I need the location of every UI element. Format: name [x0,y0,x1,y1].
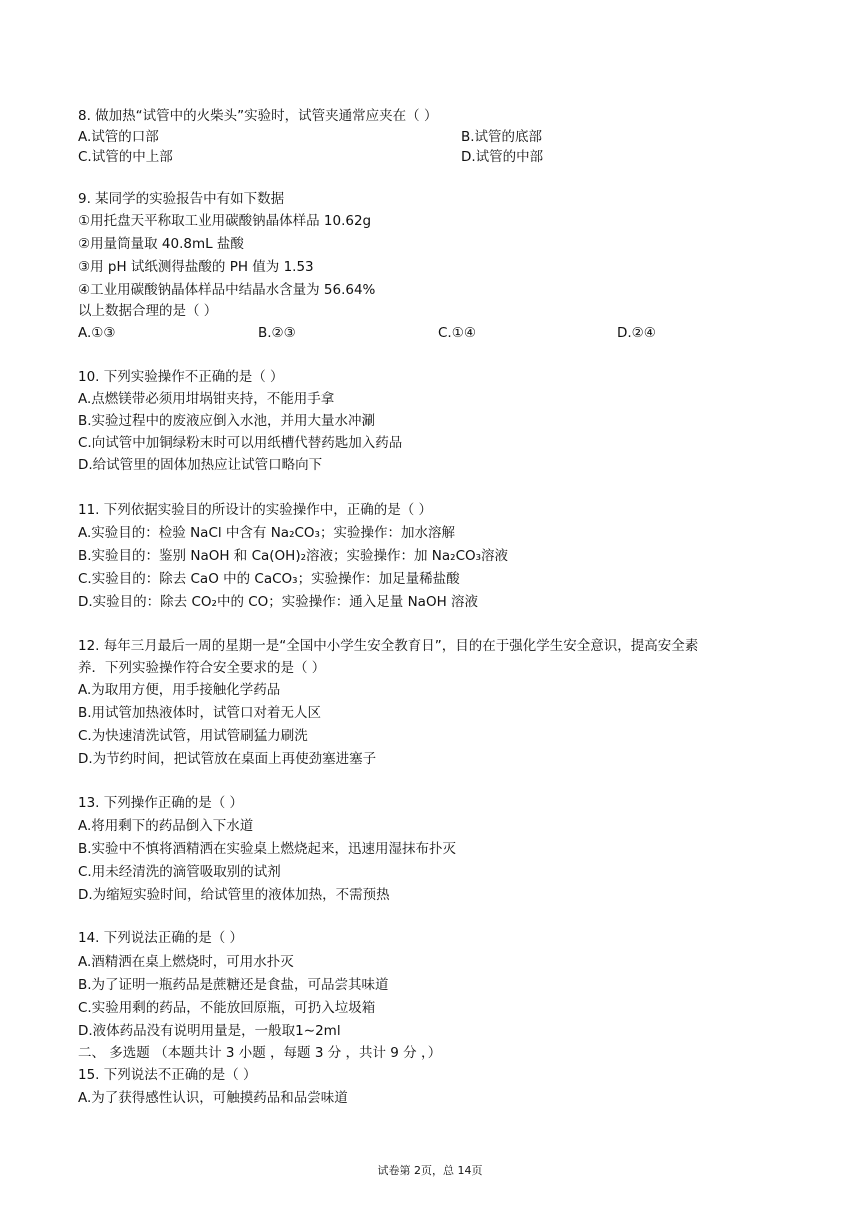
q11-option-d: D.实验目的：除去 CO₂中的 CO；实验操作：通入足量 NaOH 溶液 [78,594,479,610]
q9-item-3: ③用 pH 试纸测得盐酸的 PH 值为 1.53 [78,259,314,275]
q11-option-c: C.实验目的：除去 CaO 中的 CaCO₃；实验操作：加足量稀盐酸 [78,571,460,587]
q10-stem: 10. 下列实验操作不正确的是（ ） [78,369,284,385]
q9-item-2: ②用量筒量取 40.8mL 盐酸 [78,236,244,252]
q9-option-a: A.①③ [78,325,116,341]
q15-stem: 15. 下列说法不正确的是（ ） [78,1067,257,1083]
q14-option-d: D.液体药品没有说明用量是，一般取1∼2ml [78,1023,341,1039]
q12-stem-line2: 养．下列实验操作符合安全要求的是（ ） [78,660,326,676]
q9-prompt: 以上数据合理的是（ ） [78,303,218,319]
q9-option-d: D.②④ [617,325,656,341]
q14-stem: 14. 下列说法正确的是（ ） [78,930,244,946]
q11-option-b: B.实验目的：鉴别 NaOH 和 Ca(OH)₂溶液；实验操作：加 Na₂CO₃溶液 [78,548,509,564]
q14-option-a: A.酒精洒在桌上燃烧时，可用水扑灭 [78,954,294,970]
q8-stem: 8. 做加热“试管中的火柴头”实验时，试管夹通常应夹在（ ） [78,108,438,124]
q8-option-d: D.试管的中部 [461,149,544,165]
q12-option-c: C.为快速清洗试管，用试管刷猛力刷洗 [78,728,308,744]
q13-option-b: B.实验中不慎将酒精洒在实验桌上燃烧起来，迅速用湿抹布扑灭 [78,841,457,857]
q10-option-c: C.向试管中加铜绿粉末时可以用纸槽代替药匙加入药品 [78,435,403,451]
q8-option-a: A.试管的口部 [78,129,159,145]
page-footer: 试卷第 2页，总 14页 [377,1164,483,1177]
q12-option-b: B.用试管加热液体时，试管口对着无人区 [78,705,322,721]
q10-option-b: B.实验过程中的废液应倒入水池，并用大量水冲涮 [78,413,376,429]
q8-option-c: C.试管的中上部 [78,149,173,165]
q12-option-a: A.为取用方便，用手接触化学药品 [78,682,281,698]
section-heading-multiple-choice: 二、 多选题 （本题共计 3 小题 ，每题 3 分 ，共计 9 分 ，） [78,1045,442,1061]
q13-stem: 13. 下列操作正确的是（ ） [78,795,244,811]
q12-option-d: D.为节约时间，把试管放在桌面上再使劲塞进塞子 [78,751,377,767]
q9-stem: 9. 某同学的实验报告中有如下数据 [78,191,285,207]
q14-option-b: B.为了证明一瓶药品是蔗糖还是食盐，可品尝其味道 [78,977,389,993]
q10-option-d: D.给试管里的固体加热应让试管口略向下 [78,457,323,473]
q9-option-c: C.①④ [438,325,476,341]
q8-option-b: B.试管的底部 [461,129,543,145]
q9-option-b: B.②③ [258,325,296,341]
q13-option-c: C.用未经清洗的滴管吸取别的试剂 [78,864,281,880]
q13-option-d: D.为缩短实验时间，给试管里的液体加热，不需预热 [78,887,390,903]
q13-option-a: A.将用剩下的药品倒入下水道 [78,818,254,834]
q14-option-c: C.实验用剩的药品，不能放回原瓶，可扔入垃圾箱 [78,1000,376,1016]
q15-option-a: A.为了获得感性认识，可触摸药品和品尝味道 [78,1090,348,1106]
q11-option-a: A.实验目的：检验 NaCl 中含有 Na₂CO₃；实验操作：加水溶解 [78,525,455,541]
q9-item-1: ①用托盘天平称取工业用碳酸钠晶体样品 10.62g [78,213,372,229]
q9-item-4: ④工业用碳酸钠晶体样品中结晶水含量为 56.64% [78,282,376,298]
q12-stem-line1: 12. 每年三月最后一周的星期一是“全国中小学生安全教育日”，目的在于强化学生安全意识，提高安全素 [78,638,699,654]
q11-stem: 11. 下列依据实验目的所设计的实验操作中，正确的是（ ） [78,502,433,518]
q10-option-a: A.点燃镁带必须用坩埚钳夹持，不能用手拿 [78,391,335,407]
